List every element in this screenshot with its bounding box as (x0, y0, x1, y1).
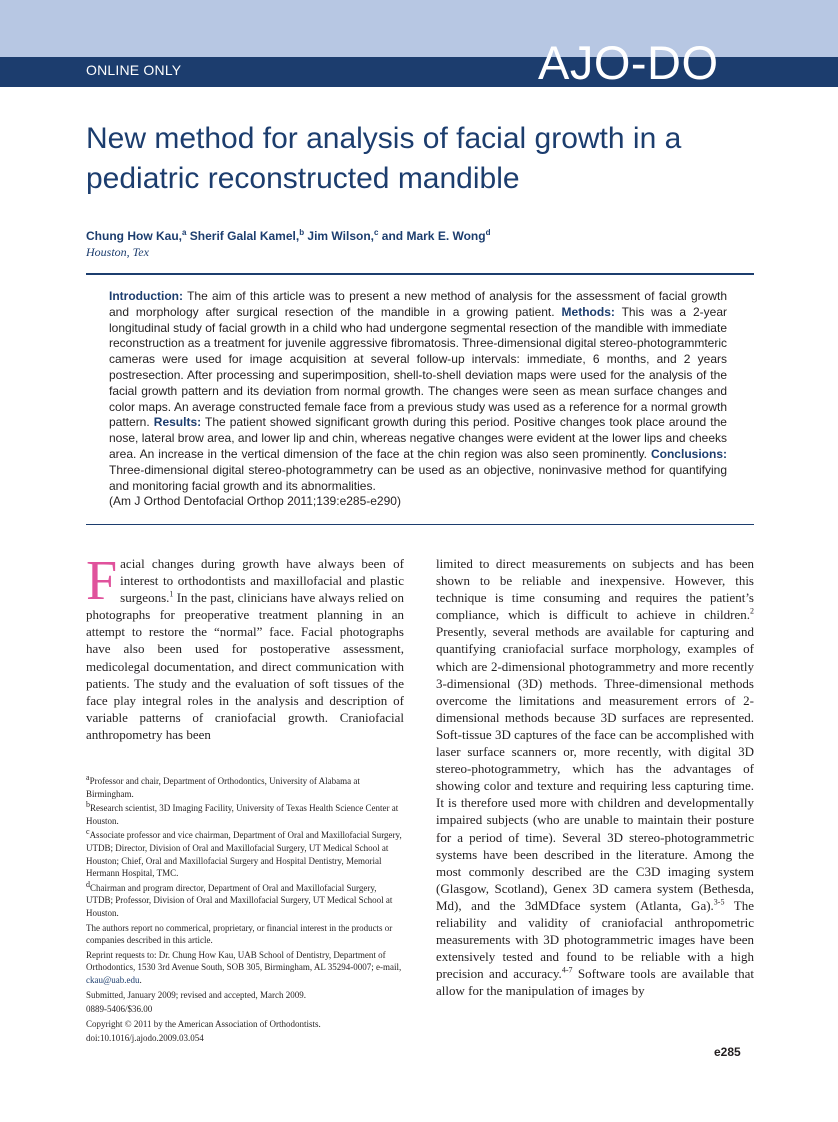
footnote-submitted: Submitted, January 2009; revised and accepted, March 2009. (86, 989, 306, 1000)
footnote-b (86, 802, 404, 827)
reprint-tail: . (139, 974, 142, 985)
body-text: Presently, several methods are available for capturing and quantifying craniofacial surface morphology, examples of which are 2-dimensional photogrammetry and more recently 3-dimensional (3D) methods. Three-dimensional methods overcome the limitations and measurement errors of 2-dimensional methods because 3D surfaces are represented. Soft-tissue 3D captures of the face can be accomplished with laser surface scanners or, more recently, with digital 3D stereo-photogrammetry, which has the advantages of showing color and texture and requiring less capturing time. It is therefore used more with children and developmentally impaired subjects (who are unable to maintain their posture for a period of time). Several 3D stereo-photogrammetric systems have been described in the literature. Among the most commonly described are the C3D imaging system (Glasgow, Scotland), Genex 3D camera system (Bethesda, Md), and the 3dMDface system (Atlanta, Ga). (436, 624, 754, 913)
body-text: The reliability and validity of craniofacial anthropometric measurements with 3D photogrammetric images have been extensively tested and found to be reliable with a high precision and accuracy. (436, 897, 754, 982)
body-column-left (86, 550, 404, 743)
section-label: ONLINE ONLY (86, 62, 182, 78)
body-text: acial changes during growth have always been of interest to orthodontists and maxillofacial and plastic surgeons. (120, 556, 404, 606)
abstract-bottom-rule (86, 524, 754, 525)
footnote-text: Professor and chair, Department of Orthodontics, University of Alabama at Birmingham. (86, 776, 360, 799)
abstract-intro-text: The aim of this article was to present a new method of analysis for the assessment of facial growth and morphology after surgical resection of the mandible in a growing patient. (109, 289, 727, 319)
footnote-issn: 0889-5406/$36.00 (86, 1004, 153, 1015)
abstract (109, 289, 727, 510)
footnote-sup: b (86, 800, 90, 810)
abstract-results-label: Results: (153, 415, 202, 430)
citation-ref: 4-7 (561, 965, 573, 975)
abstract-intro-label: Introduction: (109, 289, 183, 303)
citation-ref: 2 (750, 606, 754, 616)
footnote-doi: doi:10.1016/j.ajodo.2009.03.054 (86, 1033, 204, 1044)
footnote-text: Associate professor and vice chairman, Department of Oral and Maxillofacial Surgery, UTDB; Director, Division of Oral and Maxillofacial Surgery, UT Medical School at Houston; Chief, Oral and Maxillofacial Surgery and Hospital Dentistry, Memorial Hermann Hospital, TMC. (86, 830, 402, 879)
footnote-reprint (86, 949, 404, 987)
citation-ref: 1 (169, 589, 174, 599)
footnote-disclosure: The authors report no commerical, proprietary, or financial interest in the products or companies described in this article. (86, 922, 393, 946)
author-sup: d (485, 228, 491, 237)
abstract-results-text: The patient showed significant growth during this period. Positive changes took place around the nose, lateral brow area, and lower lip and chin, whereas negative changes were evident at the lower lips and cheeks area. An increase in the vertical dimension of the face at the chin region was also seen prominently. (109, 415, 727, 461)
body-text: In the past, clinicians have always relied on photographs for preoperative treatment planning in an attempt to restore the “normal” face. Facial photographs have also been used for postoperative assessment, medicolegal documentation, and direct communication with patients. The study and the evaluation of soft tissues of the face play integral roles in the analysis and description of variable patterns of craniofacial growth. Craniofacial anthropometry has been (86, 590, 404, 742)
author-name: Chung How Kau, (86, 229, 182, 243)
drop-cap: F (86, 550, 118, 612)
footnote-text: Research scientist, 3D Imaging Facility, University of Texas Health Science Center at Houston. (86, 803, 399, 826)
author-name: and Mark E. Wong (381, 229, 486, 243)
citation-ref: 3-5 (713, 897, 725, 907)
body-text: Software tools are available that allow for the manipulation of images by (436, 966, 754, 999)
abstract-methods-text: This was a 2-year longitudinal study of facial growth in a child who had undergone segmental resection of the mandible with immediate reconstruction as a treatment for juvenile aggressive fibromatosis. Three-dimensional digital stereo-photogrammteric cameras were used for image acquisition at several follow-up intervals: immediate, 6 months, and 2 years postresection. After processing and superimposition, shell-to-shell deviation maps were used for the analysis of the facial growth pattern and its deviation from normal growth. The changes were seen as mean surface changes and color maps. An average constructed female face from a previous study was used as a reference for a normal growth pattern. (109, 304, 727, 430)
body-column-right (436, 555, 754, 999)
footnotes (86, 775, 404, 1047)
footnote-sup: c (86, 827, 90, 837)
abstract-conclusions-text: Three-dimensional digital stereo-photogrammetry can be used as an objective, noninvasive method for quantifying and monitoring facial growth and its abnormalities. (109, 462, 727, 493)
author-name: Sherif Galal Kamel, (189, 229, 300, 243)
reprint-text: Reprint requests to: Dr. Chung How Kau, UAB School of Dentistry, Department of Orthodontics, 1530 3rd Avenue South, SOB 305, Birmingham, AL 35294-0007; e-mail, (86, 949, 402, 973)
abstract-conclusions-label: Conclusions: (650, 446, 727, 461)
footnote-c (86, 829, 404, 879)
author-sup: b (299, 228, 305, 237)
abstract-citation: (Am J Orthod Dentofacial Orthop 2011;139:e285-e290) (109, 494, 401, 509)
journal-logo: AJO-DO (538, 36, 719, 86)
author-name: Jim Wilson, (307, 229, 374, 243)
footnote-text: Chairman and program director, Department of Oral and Maxillofacial Surgery, UTDB; Professor, Division of Oral and Maxillofacial Surgery, UT Medical School at Houston. (86, 882, 393, 918)
author-location: Houston, Tex (86, 245, 149, 259)
footnote-sup: d (86, 879, 90, 889)
footnote-d (86, 879, 404, 920)
footnote-copyright: Copyright © 2011 by the American Association of Orthodontists. (86, 1018, 321, 1029)
abstract-top-rule (86, 273, 754, 275)
footnote-sup: a (86, 773, 90, 782)
author-list (86, 229, 490, 243)
page-number: e285 (714, 1045, 741, 1059)
author-sup: a (182, 228, 187, 237)
article-title: New method for analysis of facial growth in a pediatric reconstructed mandible (86, 122, 682, 195)
abstract-methods-label: Methods: (561, 304, 615, 319)
footnote-a (86, 775, 404, 800)
email-link[interactable]: ckau@uab.edu (86, 974, 140, 985)
author-sup: c (374, 228, 379, 237)
body-text: limited to direct measurements on subjects and has been shown to be reliable and inexpensive. However, this technique is time consuming and requires the patient’s compliance, which is difficult to achieve in children. (436, 556, 754, 623)
